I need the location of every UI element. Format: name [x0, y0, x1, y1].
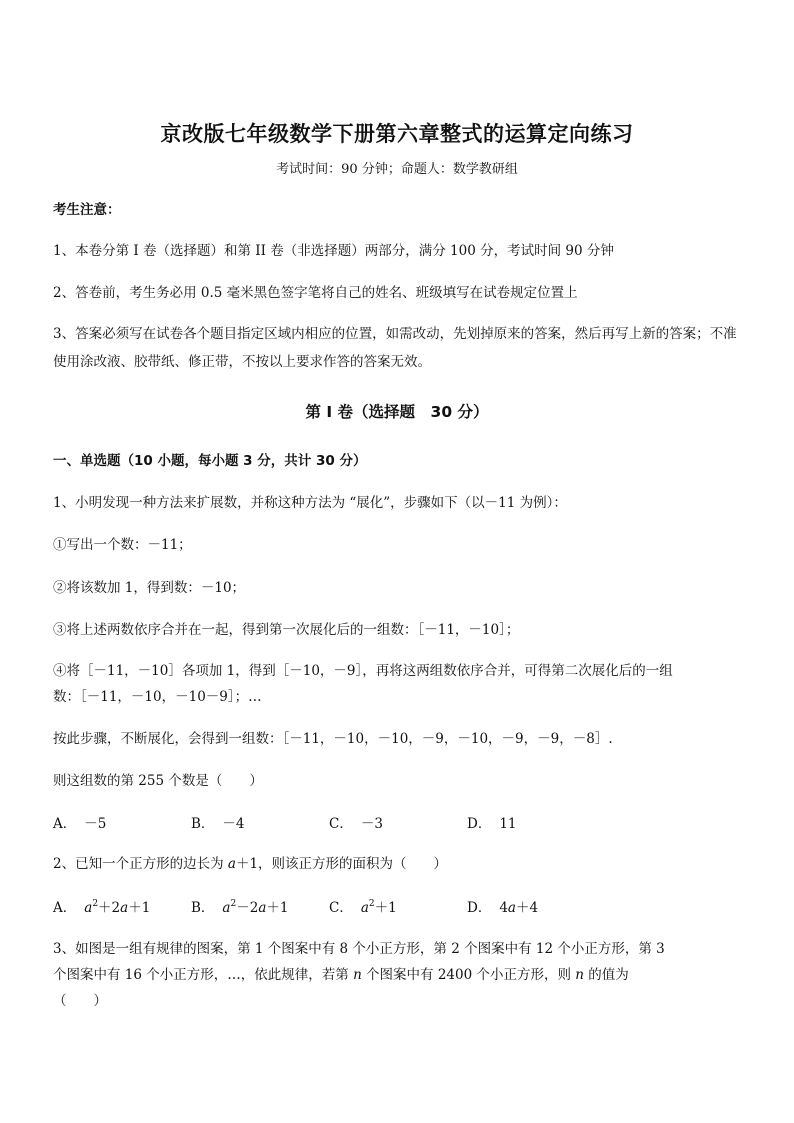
notice-item-3: 3、答案必须写在试卷各个题目指定区域内相应的位置，如需改动，先划掉原来的答案，然后再写上新的答案；不准使用涂改液、胶带纸、修正带，不按以上要求作答的答案无效。 — [53, 326, 737, 370]
q1-step-4-line2: 数：［－11，－10，－10－9］；… — [53, 689, 262, 705]
q2-option-b[interactable]: B． $a^2-2a+1$ — [191, 899, 289, 916]
q3-stem-line2: 个图案中有 16 个小正方形，…，依此规律，若第 n 个图案中有 2400 个小正方形，则 n 的值为 — [53, 967, 629, 983]
q3-stem-line1: 3、如图是一组有规律的图案，第 1 个图案中有 8 个小正方形，第 2 个图案中有 12 个小正方形，第 3 — [53, 941, 665, 957]
notice-heading: 考生注意： — [53, 202, 121, 218]
q2-option-c[interactable]: C． $a^2+1$ — [329, 899, 397, 916]
q2-option-d[interactable]: D． 4a＋4 — [467, 900, 539, 916]
part-title: 第 I 卷（选择题 30 分） — [305, 403, 489, 421]
q1-option-d[interactable]: D． 11 — [467, 816, 517, 832]
q1-option-a[interactable]: A． －5 — [53, 816, 107, 832]
page-title: 京改版七年级数学下册第六章整式的运算定向练习 — [160, 122, 634, 146]
q3-answer-bracket: （ ） — [53, 993, 107, 1009]
q2-option-a[interactable]: A． $a^2+2a+1$ — [53, 899, 151, 916]
q1-step-1: ①写出一个数：－11； — [53, 537, 192, 553]
q1-option-b[interactable]: B． －4 — [191, 816, 245, 832]
notice-item-1: 1、本卷分第 I 卷（选择题）和第 II 卷（非选择题）两部分，满分 100 分，考试时间 90 分钟 — [53, 243, 614, 259]
q1-step-3: ③将上述两数依序合并在一起，得到第一次展化后的一组数：［－11，－10］； — [53, 622, 520, 638]
q1-ask: 则这组数的第 255 个数是（ ） — [53, 773, 263, 789]
q2-stem: 2、已知一个正方形的边长为 a＋1，则该正方形的面积为（ ） — [53, 856, 448, 872]
section-heading: 一、单选题（10 小题，每小题 3 分，共计 30 分） — [53, 453, 367, 469]
exam-info: 考试时间：90 分钟；命题人：数学教研组 — [276, 162, 518, 177]
q1-step-4-line1: ④将［－11，－10］各项加 1，得到［－10，－9］，再将这两组数依序合并，可得第二次展化后的一组 — [53, 663, 673, 679]
notice-item-2: 2、答卷前，考生务必用 0.5 毫米黑色签字笔将自己的姓名、班级填写在试卷规定位置上 — [53, 285, 578, 301]
q1-step-2: ②将该数加 1，得到数：－10； — [53, 580, 246, 596]
q1-stem: 1、小明发现一种方法来扩展数，并称这种方法为 “展化”，步骤如下（以－11 为例）： — [53, 495, 567, 511]
q1-option-c[interactable]: C． －3 — [329, 816, 383, 832]
q1-continue: 按此步骤，不断展化，会得到一组数：［－11，－10，－10，－9，－10，－9，－9，－8］. — [53, 731, 613, 747]
